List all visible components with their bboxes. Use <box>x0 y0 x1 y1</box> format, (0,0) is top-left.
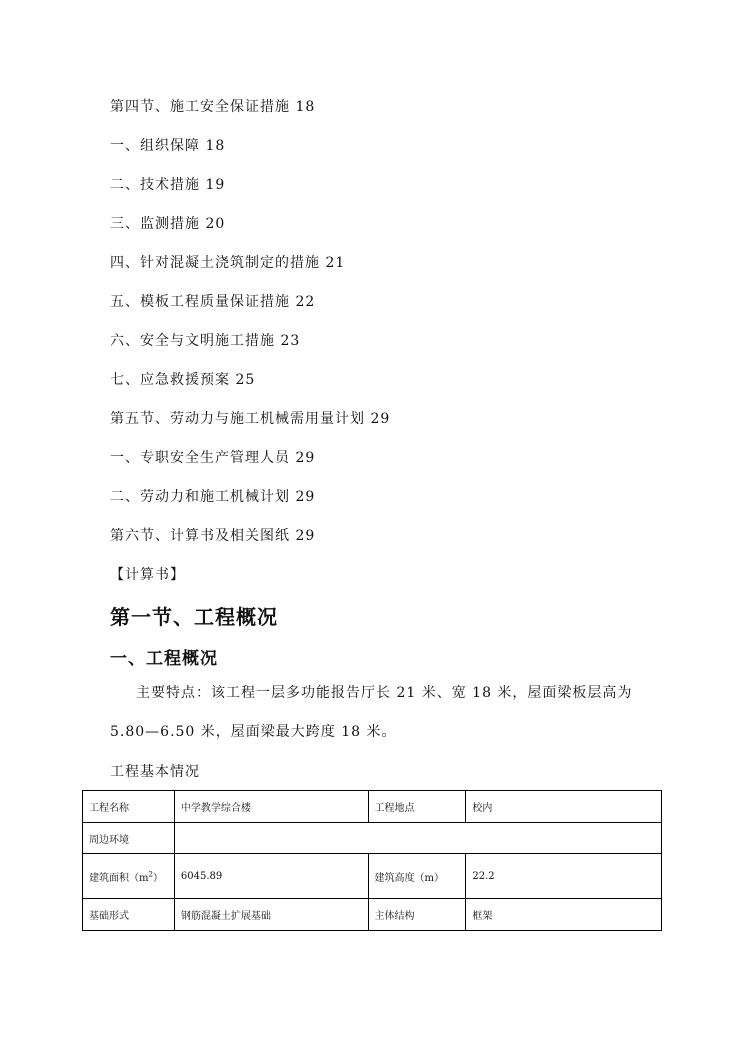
cell-label: 基础形式 <box>83 899 175 931</box>
toc-entry: 二、劳动力和施工机械计划 29 <box>110 489 316 505</box>
toc-entry: 一、组织保障 18 <box>110 138 226 154</box>
toc-entry: 六、安全与文明施工措施 23 <box>110 333 301 349</box>
table-row <box>83 791 662 823</box>
cell-label: 主体结构 <box>368 899 466 931</box>
cell-value: 校内 <box>466 791 662 823</box>
toc-entry: 七、应急救援预案 25 <box>110 372 256 388</box>
cell-label: 工程地点 <box>368 791 466 823</box>
cell-value: 22.2 <box>466 854 662 899</box>
cell-label: 建筑面积$(m^2)$ <box>83 854 175 899</box>
cell-label: 周边环境 <box>83 823 175 854</box>
cell-value: 框架 <box>466 899 662 931</box>
subsection-title: 一、工程概况 <box>110 649 218 669</box>
cell-value: 中学教学综合楼 <box>174 791 368 823</box>
toc-entry: 四、针对混凝土浇筑制定的措施 21 <box>110 255 346 271</box>
bracket-label: 【计算书】 <box>110 567 185 583</box>
toc-entry: 第六节、计算书及相关图纸 29 <box>110 528 316 544</box>
toc-entry: 第五节、劳动力与施工机械需用量计划 29 <box>110 411 391 427</box>
toc-entry: 二、技术措施 19 <box>110 177 226 193</box>
cell-value: 6045.89 <box>174 854 368 899</box>
toc-entry: 三、监测措施 20 <box>110 216 226 232</box>
cell-value: 钢筋混凝土扩展基础 <box>174 899 368 931</box>
table-caption: 工程基本情况 <box>110 764 200 780</box>
cell-label: 工程名称 <box>83 791 175 823</box>
table-row <box>83 823 662 854</box>
toc-entry: 五、模板工程质量保证措施 22 <box>110 294 316 310</box>
toc-entry: 第四节、施工安全保证措施 18 <box>110 99 316 115</box>
cell-label: 建筑高度（m） <box>368 854 466 899</box>
table-row <box>83 854 662 899</box>
project-info-table <box>82 790 662 931</box>
cell-value <box>174 823 661 854</box>
section-title: 第一节、工程概况 <box>110 605 278 629</box>
table-row <box>83 899 662 931</box>
toc-entry: 一、专职安全生产管理人员 29 <box>110 450 316 466</box>
paragraph-line: 主要特点：该工程一层多功能报告厅长 21 米、宽 18 米，屋面梁板层高为 <box>136 685 633 701</box>
paragraph-line: 5.80—6.50 米，屋面梁最大跨度 18 米。 <box>110 724 397 740</box>
